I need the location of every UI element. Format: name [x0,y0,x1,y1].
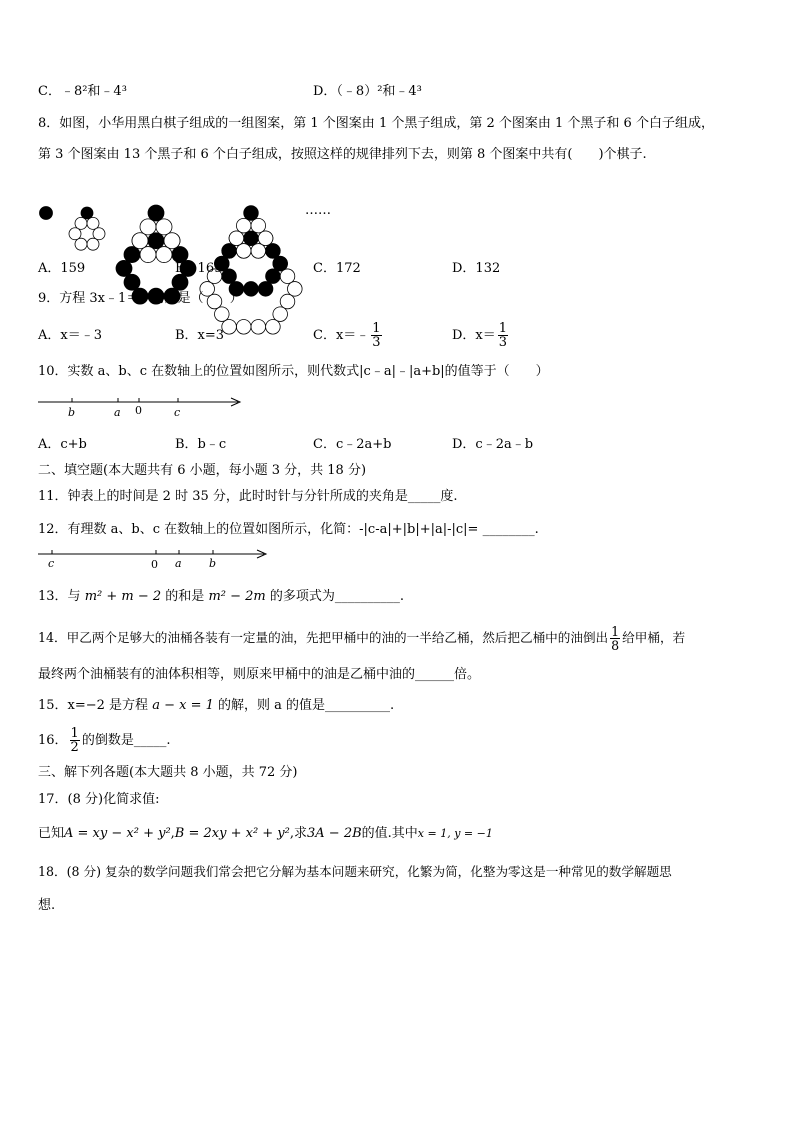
fraction-denominator: 8 [611,638,620,653]
white-stone [236,244,251,259]
q13-text-2: 的和是 [165,589,205,604]
q9-option-d-prefix: D．x＝ [452,328,496,343]
section-2-heading: 二、填空题(本大题共有 6 小题，每小题 3 分，共 18 分) [38,463,367,478]
black-stone [244,282,259,297]
q14-fraction [610,625,620,652]
q14-stem-line1 [38,620,685,656]
q17-expression-3: 3A − 2B [307,826,362,841]
axis-label-b: b [209,557,217,570]
pattern-1 [40,207,53,220]
q10-option-b: B．b﹣c [175,437,227,452]
white-stone [215,307,230,322]
q17-expression-4: x = 1, y = −1 [417,827,493,840]
white-stone [87,217,99,229]
q13-stem [38,589,404,605]
black-stone [148,233,164,249]
black-stone [81,207,93,219]
white-stone [69,228,81,240]
q16-text-2: 的倒数是_____. [81,733,171,748]
q13-text-1: 13．与 [38,589,81,604]
q14-text-1: 14．甲乙两个足够大的油桶各装有一定量的油，先把甲桶中的油的一半给乙桶，然后把乙桶中的油倒出 [38,630,609,645]
q8-continuation-dots: …… [305,203,331,218]
fraction-numerator: 1 [611,624,620,639]
q14-text-2: 给甲桶，若 [622,630,686,645]
q17-text-1: 已知 [38,826,65,841]
q17-text-3: 的值.其中 [361,826,418,841]
q13-text-3: 的多项式为__________. [269,589,405,604]
q8-option-c: C．172 [313,261,361,276]
black-stone [258,282,273,297]
q12-number-line [38,546,278,574]
q15-text-1: 15．x=−2 是方程 [38,698,149,713]
section-3-heading: 三、解下列各题(本大题共 8 小题，共 72 分) [38,765,298,780]
black-stone [40,207,53,220]
q8-option-d: D．132 [452,261,501,276]
q15-text-2: 的解，则 a 的值是__________. [218,698,395,713]
white-stone [251,218,266,233]
fraction-numerator: 1 [70,726,79,741]
q11-stem: 11．钟表上的时间是 2 时 35 分，此时时针与分针所成的夹角是_____度. [38,489,458,504]
white-stone [280,269,295,284]
black-stone [244,206,259,221]
pattern-2 [69,207,105,250]
white-stone [229,231,244,246]
q9-option-d [452,318,510,354]
black-stone [148,205,164,221]
q7-option-d: D．（﹣8）²和﹣4³ [313,84,422,99]
q8-option-b: B．169 [175,261,223,276]
q9-option-c-fraction [371,322,381,349]
axis-label-c: c [48,557,55,570]
black-stone [244,231,259,246]
axis-label-zero: 0 [135,404,142,417]
fraction-denominator: 3 [372,335,381,350]
q9-stem: 9．方程 3x﹣1＝0 的解是（ ） [38,291,243,306]
white-stone [140,219,156,235]
white-stone [273,307,288,322]
black-stone [266,269,281,284]
q9-option-b: B．x=3 [175,328,225,343]
q13-expression-1: m² + m − 2 [84,589,162,604]
q16-fraction [70,727,80,754]
q9-option-c [313,318,384,354]
q15-expression: a − x = 1 [152,698,214,713]
white-stone [156,247,172,263]
white-stone [251,244,266,259]
q10-stem: 10．实数 a、b、c 在数轴上的位置如图所示，则代数式|c﹣a|﹣|a+b|的值等于（ ） [38,364,549,379]
q15-stem [38,698,394,714]
q8-pattern-figure [30,168,350,253]
q17-expression-a: A = xy − x² + y² [64,826,171,841]
white-stone [236,218,251,233]
black-stone [124,247,140,263]
q7-option-c: C．﹣8²和﹣4³ [38,84,127,99]
pattern-3 [116,205,196,304]
white-stone [75,238,87,250]
q9-option-c-prefix: C．x＝﹣ [313,328,370,343]
white-stone [140,247,156,263]
fraction-denominator: 3 [498,335,508,350]
white-stone [75,217,87,229]
q14-stem-line2: 最终两个油桶装有的油体积相等，则原来甲桶中的油是乙桶中油的______倍。 [38,667,481,682]
axis-label-a: a [175,557,182,570]
q18-stem-line1: 18．(8 分) 复杂的数学问题我们常会把它分解为基本问题来研究，化繁为简，化整为零这是一种常见的数学解题思 [38,864,672,879]
white-stone [132,233,148,249]
q10-option-c: C．c﹣2a+b [313,437,392,452]
q17-title: 17．(8 分)化简求值: [38,792,160,807]
q18-stem-line2: 想. [38,898,56,913]
axis-label-b: b [68,406,76,419]
q17-text-2: ,求 [289,826,308,841]
q8-option-a: A．159 [38,261,86,276]
axis-label-c: c [174,406,181,419]
q17-stem [38,826,493,842]
white-stone [280,294,295,309]
white-stone [156,219,172,235]
black-stone [124,274,140,290]
q10-number-line [38,392,248,422]
white-stone [87,238,99,250]
q16-stem [38,723,170,759]
white-stone [288,282,303,297]
axis-label-zero: 0 [151,558,158,571]
q8-stem-line2: 第 3 个图案由 13 个黑子和 6 个白子组成，按照这样的规律排列下去，则第 8 个图案中共有( )个棋子. [38,147,647,162]
q17-separator: , [170,826,175,841]
black-stone [222,269,237,284]
white-stone [93,228,105,240]
q12-stem: 12．有理数 a、b、c 在数轴上的位置如图所示，化简：-|c-a|+|b|+|a|-|c|= ________. [38,522,539,537]
fraction-numerator: 1 [372,321,381,336]
fraction-numerator: 1 [498,321,508,336]
white-stone [251,319,266,334]
black-stone [266,244,281,259]
q9-option-d-fraction [498,322,508,349]
fraction-denominator: 2 [70,740,79,755]
q8-stem-line1: 8．如图，小华用黑白棋子组成的一组图案，第 1 个图案由 1 个黑子组成，第 2 个图案由 1 个黑子和 6 个白子组成， [38,116,714,131]
white-stone [266,319,281,334]
white-stone [258,231,273,246]
q13-expression-2: m² − 2m [208,589,266,604]
q9-option-a: A．x＝﹣3 [38,328,102,343]
q10-option-d: D．c﹣2a﹣b [452,437,534,452]
black-stone [222,244,237,259]
white-stone [236,319,251,334]
black-stone [116,260,132,276]
black-stone [273,256,288,271]
q17-expression-b: B = 2xy + x² + y² [174,826,290,841]
axis-label-a: a [114,406,121,419]
q10-option-a: A．c+b [38,437,87,452]
white-stone [164,233,180,249]
q16-text-1: 16． [38,733,68,748]
